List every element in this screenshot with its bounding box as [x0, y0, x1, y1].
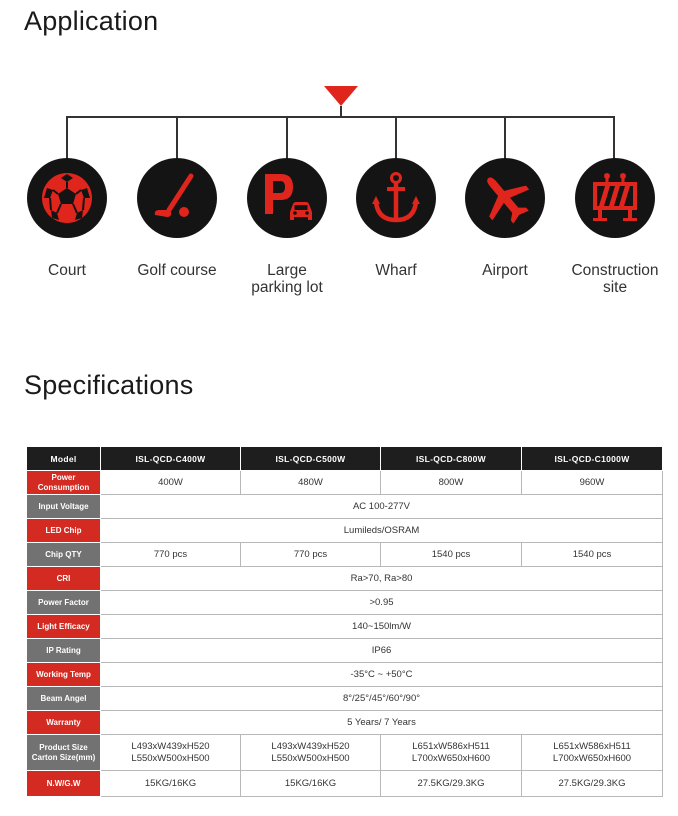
- cell-value: Lumileds/OSRAM: [101, 519, 663, 543]
- row-label-input-voltage: Input Voltage: [27, 495, 101, 519]
- table-row: [27, 771, 663, 797]
- application-label-airport: Airport: [482, 262, 528, 279]
- header-model-c500w: ISL-QCD-C500W: [241, 447, 381, 471]
- cell-value: 770 pcs: [241, 543, 381, 567]
- airplane-icon: [475, 168, 535, 228]
- specifications-title: Specifications: [24, 370, 194, 400]
- table-row: [27, 711, 663, 735]
- table-row: [27, 735, 663, 771]
- application-label-court: Court: [48, 262, 86, 279]
- golf-icon: [147, 168, 207, 228]
- row-label-power-consumption: Power Consumption: [27, 471, 101, 495]
- row-label-led-chip: LED Chip: [27, 519, 101, 543]
- cell-value: 27.5KG/29.3KG: [381, 771, 522, 797]
- anchor-icon: [366, 168, 426, 228]
- application-golf-course: [137, 158, 217, 238]
- cell-value: 960W: [522, 471, 663, 495]
- cell-value: -35°C ~ +50°C: [101, 663, 663, 687]
- row-label-working-temp: Working Temp: [27, 663, 101, 687]
- cell-value: 15KG/16KG: [101, 771, 241, 797]
- header-model-c400w: ISL-QCD-C400W: [101, 447, 241, 471]
- down-triangle-icon: [324, 86, 358, 106]
- application-construction-site: [575, 158, 655, 238]
- cell-value: 400W: [101, 471, 241, 495]
- row-label-beam-angel: Beam Angel: [27, 687, 101, 711]
- cell-value: 1540 pcs: [522, 543, 663, 567]
- table-row: [27, 495, 663, 519]
- application-label-construction-site: Construction site: [571, 262, 659, 296]
- header-model-c1000w: ISL-QCD-C1000W: [522, 447, 663, 471]
- row-label-nw-gw: N.W/G.W: [27, 771, 101, 797]
- row-label-ip-rating: IP Rating: [27, 639, 101, 663]
- football-icon: [37, 168, 97, 228]
- table-row: [27, 591, 663, 615]
- row-label-power-factor: Power Factor: [27, 591, 101, 615]
- table-row: [27, 639, 663, 663]
- application-label-wharf: Wharf: [375, 262, 417, 279]
- application-airport: [465, 158, 545, 238]
- cell-value: >0.95: [101, 591, 663, 615]
- cell-value: 1540 pcs: [381, 543, 522, 567]
- cell-value: IP66: [101, 639, 663, 663]
- table-header-row: [27, 447, 663, 471]
- specifications-table: [26, 446, 663, 797]
- row-label-light-efficacy: Light Efficacy: [27, 615, 101, 639]
- cell-value: AC 100-277V: [101, 495, 663, 519]
- cell-value: L651xW586xH511 L700xW650xH600: [522, 735, 663, 771]
- row-label-chip-qty: Chip QTY: [27, 543, 101, 567]
- row-label-warranty: Warranty: [27, 711, 101, 735]
- cell-value: 770 pcs: [101, 543, 241, 567]
- cell-value: L493xW439xH520 L550xW500xH500: [241, 735, 381, 771]
- row-label-product-carton-size: Product Size Carton Size(mm): [27, 735, 101, 771]
- table-row: [27, 615, 663, 639]
- application-label-golf-course: Golf course: [137, 262, 217, 279]
- row-label-cri: CRI: [27, 567, 101, 591]
- cell-value: 27.5KG/29.3KG: [522, 771, 663, 797]
- cell-value: 140~150lm/W: [101, 615, 663, 639]
- application-title: Application: [24, 6, 159, 36]
- cell-value: 15KG/16KG: [241, 771, 381, 797]
- construction-barrier-icon: [585, 168, 645, 228]
- application-label-parking-lot: Large parking lot: [251, 262, 323, 296]
- cell-value: 800W: [381, 471, 522, 495]
- table-row: [27, 471, 663, 495]
- application-wharf: [356, 158, 436, 238]
- cell-value: L493xW439xH520 L550xW500xH500: [101, 735, 241, 771]
- table-row: [27, 687, 663, 711]
- table-row: [27, 567, 663, 591]
- header-model-label: Model: [27, 447, 101, 471]
- table-row: [27, 543, 663, 567]
- table-row: [27, 519, 663, 543]
- application-court: [27, 158, 107, 238]
- table-row: [27, 663, 663, 687]
- header-model-c800w: ISL-QCD-C800W: [381, 447, 522, 471]
- cell-value: 5 Years/ 7 Years: [101, 711, 663, 735]
- cell-value: 8°/25°/45°/60°/90°: [101, 687, 663, 711]
- parking-icon: [257, 168, 317, 228]
- cell-value: 480W: [241, 471, 381, 495]
- cell-value: L651xW586xH511 L700xW650xH600: [381, 735, 522, 771]
- cell-value: Ra>70, Ra>80: [101, 567, 663, 591]
- application-parking-lot: [247, 158, 327, 238]
